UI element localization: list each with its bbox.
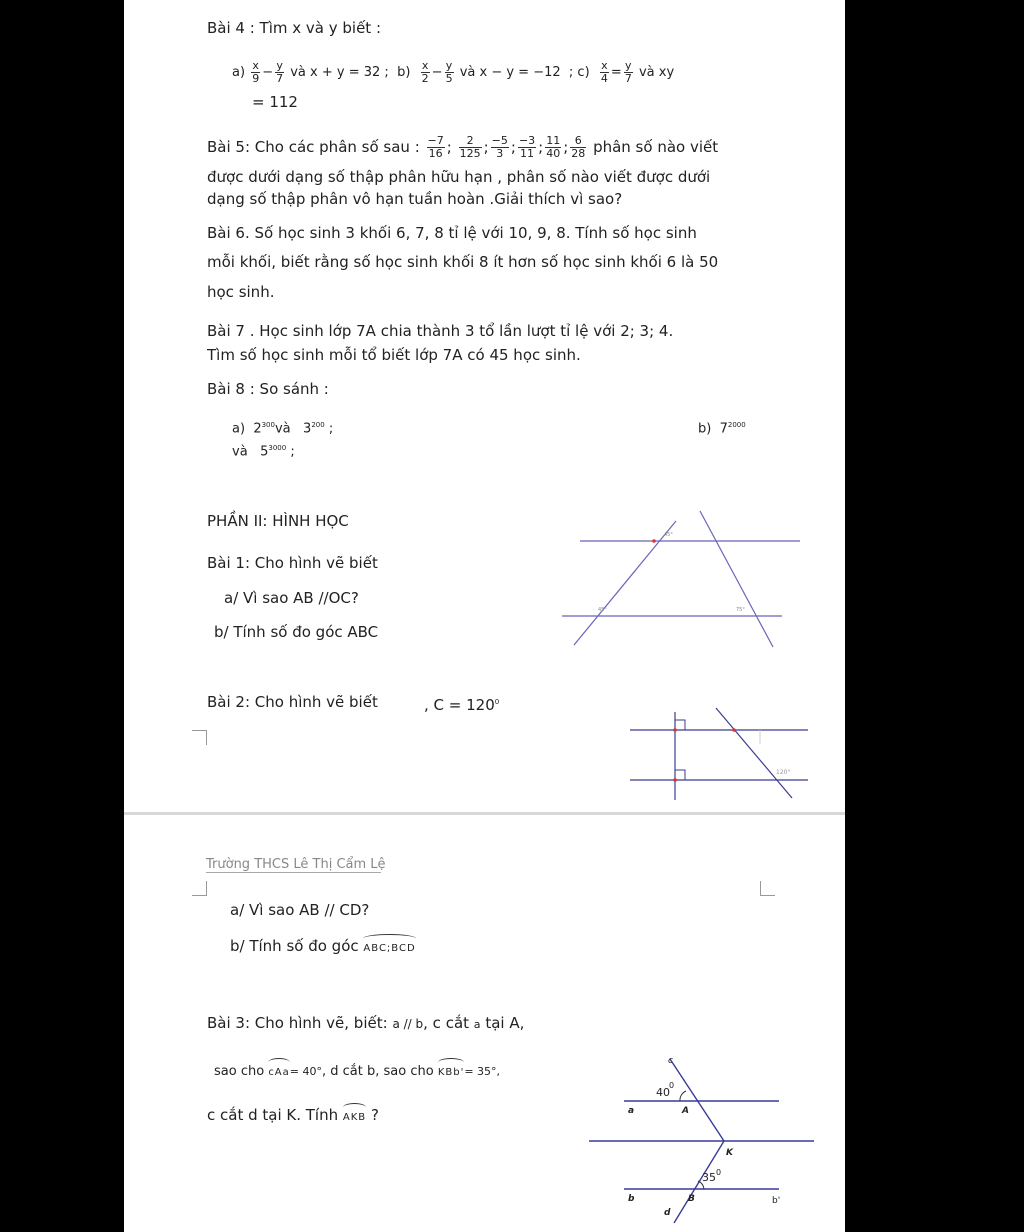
bai4-a-frac1: $\frac{x}{9}$: [252, 59, 260, 85]
fig2-transversal: [716, 708, 792, 798]
page-corner-mark: [192, 730, 207, 745]
bai3-val1: = 40°: [289, 1065, 322, 1078]
bai3-line3-prefix: c cắt d tại K. Tính: [207, 1106, 339, 1124]
fig1-label-left: 45°: [598, 607, 607, 613]
bai8-b-base: 7: [719, 421, 728, 437]
bai3-angle-KBb: KBb': [438, 1060, 465, 1083]
section-title-phan2: PHẦN II: HÌNH HỌC: [207, 512, 349, 530]
bai5-intro: Bài 5: Cho các phân số sau :: [207, 138, 420, 156]
figure-bai1: [554, 505, 814, 655]
page-2: [124, 815, 845, 1232]
fig2-right-angle-bottom: [675, 770, 685, 780]
bai2-question-a: a/ Vì sao AB // CD?: [230, 901, 370, 919]
fig3-label-K: K: [726, 1148, 733, 1158]
bai8-a-label: a): [232, 421, 246, 437]
bai7-line1: Bài 7 . Học sinh lớp 7A chia thành 3 tổ lần lượt tỉ lệ với 2; 3; 4.: [207, 322, 674, 340]
bai8-b-line2-end: ;: [290, 444, 295, 460]
bai3-line1: [207, 1013, 524, 1035]
bai8-a-mid: và: [274, 421, 291, 437]
bai4-a-tail: và x + y = 32 ;: [290, 65, 389, 80]
page-corner-left: [192, 881, 207, 896]
hh-bai2-cond-text: , C = 120: [424, 696, 495, 714]
fig3-line-c: [670, 1059, 724, 1141]
bai3-line1-rel: a // b: [392, 1017, 424, 1031]
bai3-line1-prefix: Bài 3: Cho hình vẽ, biết:: [207, 1014, 388, 1032]
hh-bai1-title: Bài 1: Cho hình vẽ biết: [207, 554, 378, 572]
bai3-line3: [207, 1105, 379, 1128]
bai6-line3: học sinh.: [207, 283, 275, 301]
bai8-a-end: ;: [328, 421, 334, 437]
bai4-c-frac1: $\frac{x}{4}$: [600, 59, 608, 85]
bai7-line2: Tìm số học sinh mỗi tổ biết lớp 7A có 45 học sinh.: [207, 346, 581, 364]
fig3-label-a: a: [628, 1106, 635, 1116]
bai5-line2: được dưới dạng số thập phân hữu hạn , phân số nào viết được dưới: [207, 168, 711, 186]
fig3-label-c: c: [668, 1056, 673, 1066]
bai8-a: [232, 415, 333, 439]
bai3-line1-a: a: [473, 1018, 481, 1031]
bai5-frac-1: $\frac{-7}{16}$: [427, 134, 444, 160]
bai8-b: [698, 415, 746, 439]
bai3-line1-end: tại A,: [485, 1014, 525, 1032]
bai2-question-b-prefix: b/ Tính số đo góc: [230, 937, 359, 955]
bai6-line2: mỗi khối, biết rằng số học sinh khối 8 ít hơn số học sinh khối 6 là 50: [207, 253, 719, 271]
fig3-label-b: b: [628, 1194, 635, 1204]
bai8-b-exp: 2000: [727, 421, 746, 429]
fig2-right-angle-top: [675, 720, 685, 730]
bai5-frac-6: $\frac{6}{28}$: [571, 134, 586, 160]
fig1-point-top: [652, 539, 656, 543]
fig2-label-120: 120°: [776, 769, 791, 776]
bai8-b-line2: [232, 438, 295, 462]
fig1-left-transversal: [574, 521, 676, 645]
bai2-angles: ABC;BCD: [363, 936, 415, 959]
hh-bai2-title: Bài 2: Cho hình vẽ biết: [207, 693, 378, 711]
hh-bai1-b: b/ Tính số đo góc ABC: [214, 623, 379, 641]
page-header-underline: [206, 872, 381, 873]
bai4-b-tail: và x − y = −12: [459, 65, 561, 80]
bai8-b-line2-va: và: [232, 444, 248, 460]
bai8-a-exp1: 300: [261, 421, 275, 429]
fig1-right-transversal: [700, 511, 773, 647]
bai8-a-base2: 3: [303, 421, 312, 437]
bai3-line3-end: ?: [370, 1106, 379, 1124]
bai8-b-line2-base: 5: [260, 444, 269, 460]
bai4-c-tail: và xy: [638, 65, 675, 80]
figure-bai3: [584, 1053, 824, 1232]
hh-bai2-cond-sup: 0: [494, 698, 500, 706]
bai4-c-line2: = 112: [252, 93, 298, 111]
bai4-title: Bài 4 : Tìm x và y biết :: [207, 19, 382, 37]
fig1-label-right: 75°: [736, 607, 745, 613]
bai4-b-frac2: $\frac{y}{5}$: [445, 59, 453, 85]
page-1: [124, 0, 845, 812]
bai5-frac-4: $\frac{-3}{11}$: [518, 134, 536, 160]
fig3-label-d: d: [664, 1208, 671, 1218]
bai4-b-frac1: $\frac{x}{2}$: [421, 59, 429, 85]
fig2-point-1: [673, 728, 677, 732]
fig3-label-A: A: [682, 1106, 689, 1116]
bai5-frac-2: $\frac{2}{125}$: [459, 134, 481, 160]
bai8-b-label: b): [698, 421, 712, 437]
bai8-a-exp2: 200: [311, 421, 325, 429]
bai4-c-label: ; c): [568, 65, 590, 80]
fig3-label-B: B: [688, 1194, 695, 1204]
bai5-frac-5: $\frac{11}{40}$: [546, 134, 561, 160]
bai8-b-line2-exp: 3000: [268, 444, 287, 452]
fig2-point-3: [732, 728, 736, 732]
fig3-arc-40: [680, 1091, 686, 1101]
bai8-title: Bài 8 : So sánh :: [207, 380, 329, 398]
bai5-line3: dạng số thập phân vô hạn tuần hoàn .Giải thích vì sao?: [207, 190, 623, 208]
bai4-b-label: b): [397, 65, 411, 80]
bai2-question-b: [230, 936, 416, 959]
bai4-a-frac2: $\frac{y}{7}$: [276, 59, 284, 85]
page-corner-right: [760, 881, 775, 896]
bai4-c-frac2: $\frac{y}{7}$: [624, 59, 632, 85]
bai8-a-base1: 2: [253, 421, 262, 437]
figure-bai2: [624, 700, 814, 805]
bai3-line2: [214, 1060, 500, 1083]
fig3-label-40: 40: [656, 1086, 670, 1099]
bai4-a-label: a): [232, 65, 246, 80]
bai3-val2: = 35°,: [464, 1065, 501, 1078]
bai5-line1: Bài 5: Cho các phân số sau : $\frac{-7}{16}$ ; $\frac{2}{125}$ ; $\frac{-5}{3}$ ; $\frac{-3}{11}$ ; $\frac{11}{40}$ ; $\frac{6}{28}$ phân số nào viết: [207, 134, 719, 160]
fig3-label-deg: 0: [669, 1081, 675, 1090]
hh-bai2-cond: [424, 692, 499, 715]
fig1-label-top: 45°: [664, 532, 673, 538]
fig3-label-deg2: 0: [716, 1168, 722, 1177]
bai4-line1: a) $\frac{x}{9}$ − $\frac{y}{7}$ và x + y = 32 ; b) $\frac{x}{2}$ − $\frac{y}{5}$ và x − y = −12 ; c) $\frac{x}{4}$ = $\frac{y}{7}$ và xy: [232, 59, 675, 85]
bai3-angle-cAa: cAa: [268, 1060, 289, 1083]
bai6-line1: Bài 6. Số học sinh 3 khối 6, 7, 8 tỉ lệ với 10, 9, 8. Tính số học sinh: [207, 224, 697, 242]
hh-bai1-a: a/ Vì sao AB //OC?: [224, 589, 359, 607]
fig2-point-2: [673, 778, 677, 782]
fig3-label-b-prime: b': [772, 1196, 781, 1206]
fig3-label-35: 35: [702, 1171, 716, 1184]
bai5-frac-3: $\frac{-5}{3}$: [491, 134, 508, 160]
bai3-line2-mid: , d cắt b, sao cho: [322, 1064, 434, 1079]
bai3-line1-mid: , c cắt: [423, 1014, 470, 1032]
bai3-line2-prefix: sao cho: [214, 1064, 265, 1079]
page-header-school: Trường THCS Lê Thị Cẩm Lệ: [206, 857, 386, 872]
bai3-angle-AKB: AKB: [343, 1105, 366, 1128]
bai5-tail: phân số nào viết: [593, 138, 719, 156]
